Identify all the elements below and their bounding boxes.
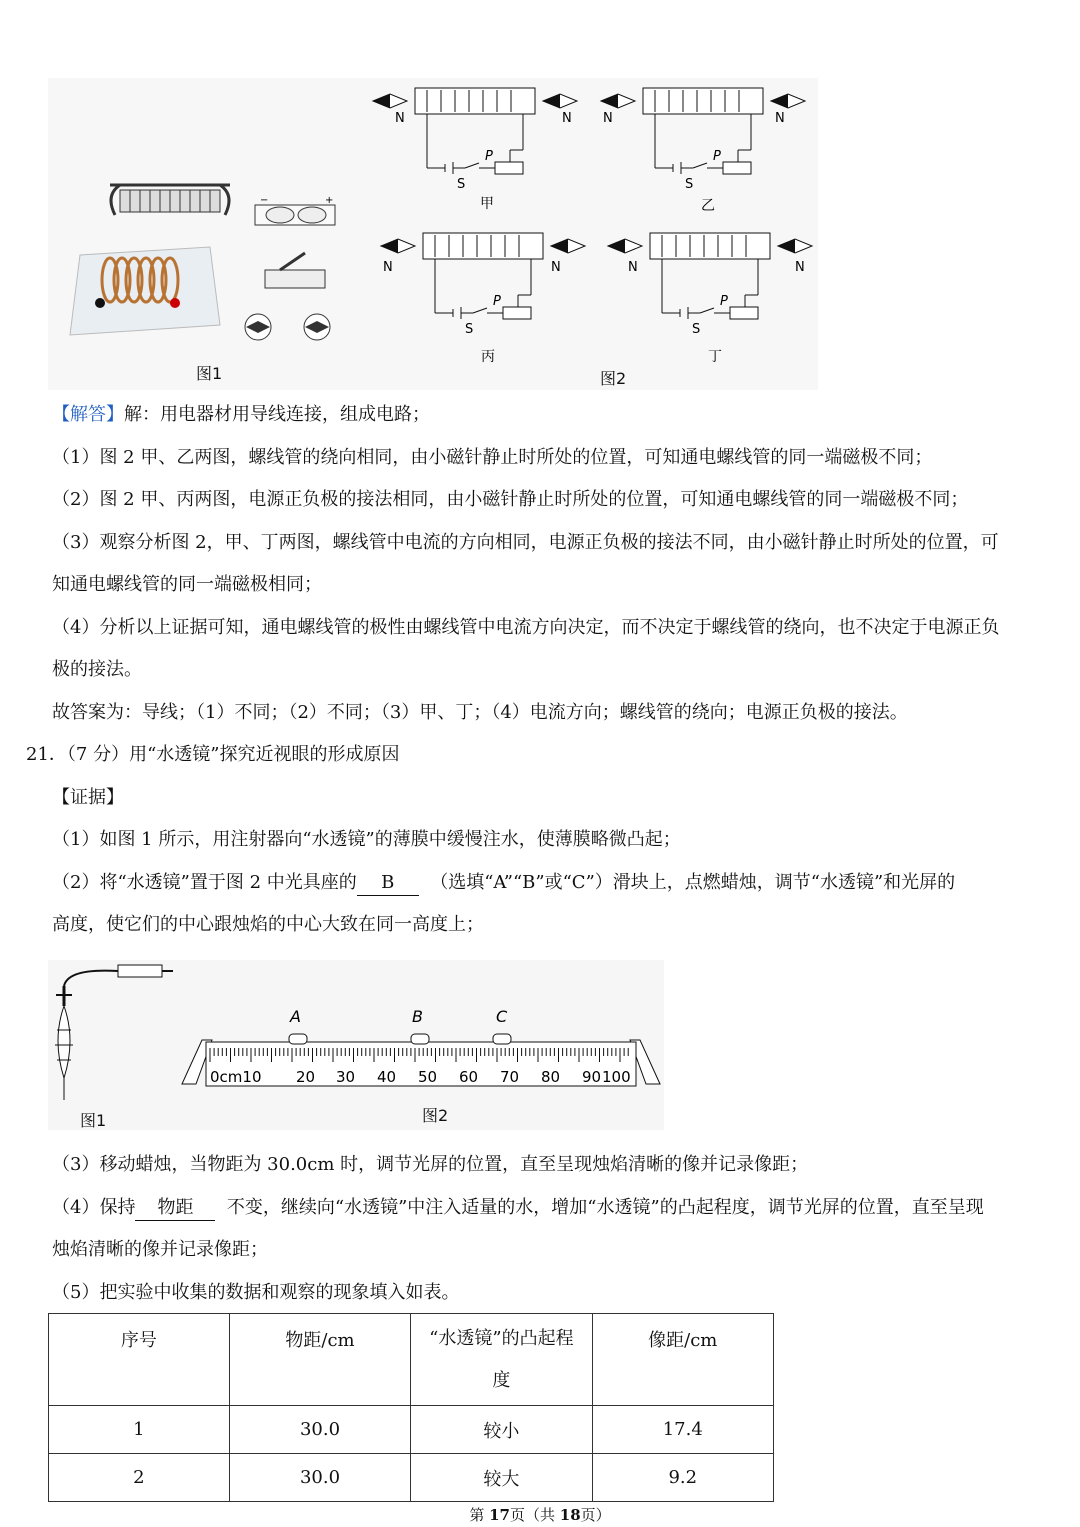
svg-text:乙: 乙 [701,198,715,214]
fig1-syringe [48,960,178,1130]
q21-step1: （1）如图 1 所示，用注射器向“水透镜”的薄膜中缓慢注水，使薄膜略微凸起； [52,829,681,850]
q21-step4: （4）保持 物距 不变，继续向“水透镜”中注入适量的水，增加“水透镜”的凸起程度，调节光屏的位置，直至呈现 [52,1196,984,1221]
table-header: “水透镜”的凸起程 度 [411,1314,592,1406]
svg-text:甲: 甲 [480,196,494,212]
data-table [48,1313,774,1502]
svg-text:丁: 丁 [708,349,722,365]
battery-icon [255,195,335,225]
answer-tag: 【解答】 [52,404,124,425]
ruler-label: 0cm10 [210,1068,262,1086]
slider-a [289,1007,307,1044]
svg-text:N: N [603,111,613,126]
mid-fig2-caption: 图2 [422,1106,449,1125]
solenoid-board-icon [70,247,220,335]
table-row: 2 30.0 较大 9.2 [49,1454,774,1502]
fig1-caption: 图1 [196,364,223,383]
svg-text:S: S [692,322,701,337]
table-header: 像距/cm [592,1314,773,1406]
answer-p1: （1）图 2 甲、乙两图，螺线管的绕向相同，由小磁针静止时所处的位置，可知通电螺线管的同一端磁极不同； [52,447,933,468]
table-header: 物距/cm [229,1314,410,1406]
ruler-label: 70 [500,1068,520,1086]
answer-intro: 【解答】解：用电器材用导线连接，组成电路； [52,404,430,425]
table-row: 1 30.0 较小 17.4 [49,1406,774,1454]
svg-text:B: B [412,1007,423,1026]
svg-text:N: N [551,260,561,275]
rheostat-icon [110,185,230,215]
svg-text:N: N [795,260,805,275]
page-footer: 第 17页（共 18页） [469,1506,611,1524]
table-header: 序号 [49,1314,230,1406]
fig2-optical-bench [178,1000,664,1100]
circuit-jia [373,88,577,212]
answer-final: 故答案为：导线；（1）不同；（2）不同；（3）甲、丁；（4）电流方向；螺线管的绕向；电源正负极的接法。 [52,702,908,723]
answer-p4a: （4）分析以上证据可知，通电螺线管的极性由螺线管中电流方向决定，而不决定于螺线管的绕向，也不决定于电源正负 [52,617,1000,638]
svg-text:N: N [775,111,785,126]
svg-text:P: P [485,149,493,164]
q21-step3: （3）移动蜡烛，当物距为 30.0cm 时，调节光屏的位置，直至呈现烛焰清晰的像并记录像距； [52,1154,809,1175]
ruler-label: 60 [459,1068,479,1086]
svg-text:N: N [562,111,572,126]
answer-p4b: 极的接法。 [52,659,142,680]
q21-evidence: 【证据】 [52,787,124,808]
q21-step4-cont: 烛焰清晰的像并记录像距； [52,1239,268,1260]
ruler-label: 50 [418,1068,438,1086]
circuit-bing [381,233,585,365]
ruler-label: 20 [296,1068,316,1086]
ruler-label: 100 [602,1068,631,1086]
ruler-label: 40 [377,1068,397,1086]
fig2-circuits [365,80,815,370]
slider-c [493,1007,511,1044]
svg-text:N: N [628,260,638,275]
svg-text:P: P [720,294,728,309]
q21-step2: （2）将“水透镜”置于图 2 中光具座的 B （选填“A”“B”或“C”）滑块上，点燃蜡烛，调节“水透镜”和光屏的 [52,871,955,896]
switch-icon [265,253,325,288]
answer-p3a: （3）观察分析图 2，甲、丁两图，螺线管中电流的方向相同，电源正负极的接法不同，由小磁针静止时所处的位置，可 [52,532,999,553]
circuit-yi [601,88,805,214]
q21-title: 21．（7 分）用“水透镜”探究近视眼的形成原因 [26,744,400,765]
svg-text:−: − [260,195,269,206]
svg-text:+: + [325,195,334,206]
svg-text:C: C [496,1007,508,1026]
ruler-label: 90 [582,1068,602,1086]
answer-blank-b: B [357,871,419,896]
svg-text:S: S [465,322,474,337]
answer-p3b: 知通电螺线管的同一端磁极相同； [52,574,322,595]
svg-text:S: S [685,177,694,192]
ruler-label: 30 [336,1068,356,1086]
fig2-caption: 图2 [600,369,627,388]
svg-text:N: N [395,111,405,126]
svg-text:N: N [383,260,393,275]
ruler-label: 80 [541,1068,561,1086]
svg-text:A: A [290,1007,301,1026]
svg-text:P: P [713,149,721,164]
svg-text:P: P [493,294,501,309]
slider-b [411,1007,429,1044]
svg-text:丙: 丙 [481,349,495,365]
mid-fig1-caption: 图1 [80,1111,107,1130]
svg-text:S: S [457,177,466,192]
q21-step2-cont: 高度，使它们的中心跟烛焰的中心大致在同一高度上； [52,914,484,935]
fig1-apparatus [60,175,360,375]
answer-p2: （2）图 2 甲、丙两图，电源正负极的接法相同，由小磁针静止时所处的位置，可知通电螺线管的同一端磁极不同； [52,489,969,510]
q21-step5: （5）把实验中收集的数据和观察的现象填入如表。 [52,1282,460,1303]
circuit-ding [608,233,812,365]
answer-blank-distance: 物距 [135,1196,215,1221]
compass-icon [245,314,330,340]
